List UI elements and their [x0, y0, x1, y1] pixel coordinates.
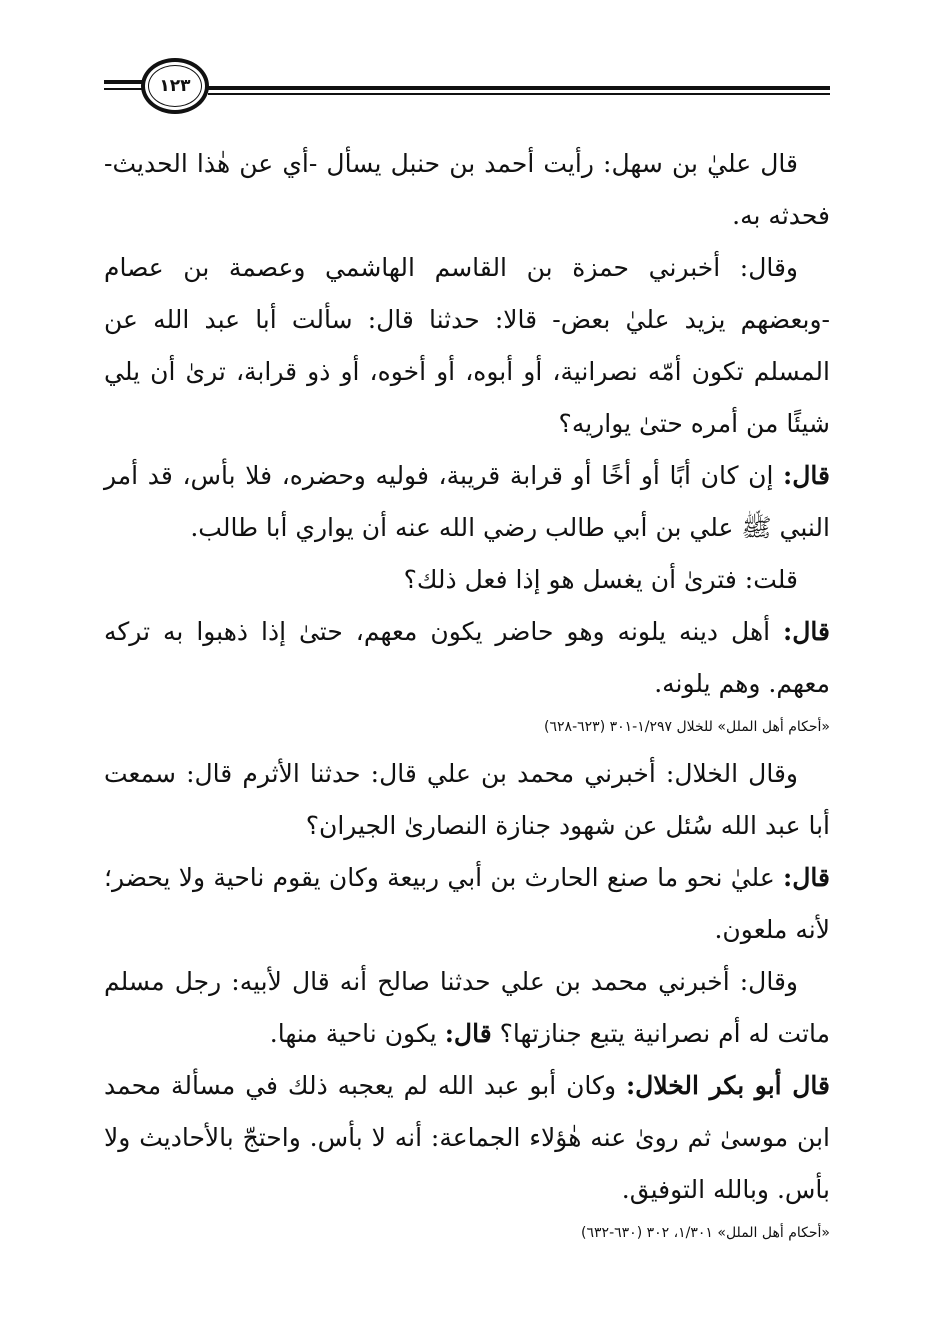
header-rule-left: [104, 80, 144, 84]
paragraph-6: وقال الخلال: أخبرني محمد بن علي قال: حدثنا الأثرم قال: سمعت أبا عبد الله سُئل عن شهود جنازة النصارىٰ الجيران؟: [104, 759, 830, 840]
answer-lead: قال:: [783, 863, 830, 892]
page-body: [104, 138, 830, 1254]
paragraph-1: قال عليٰ بن سهل: رأيت أحمد بن حنبل يسأل -أي عن هٰذا الحديث- فحدثه به.: [104, 149, 830, 230]
page-number: ١٢٣: [148, 65, 202, 107]
author-lead: قال أبو بكر الخلال:: [625, 1071, 831, 1100]
paragraph-9: قال أبو بكر الخلال: وكان أبو عبد الله لم يعجبه ذلك في مسألة محمد ابن موسىٰ ثم روىٰ عنه هٰؤلاء الجماعة: أنه لا بأس. واحتجّ بالأحاديث ولا بأس. وبالله التوفيق.: [104, 1071, 831, 1204]
source-reference-2: «أحكام أهل الملل» ١/٣٠١، ٣٠٢ (٦٣٠-٦٣٢): [581, 1225, 830, 1241]
paragraph-2: وقال: أخبرني حمزة بن القاسم الهاشمي وعصمة بن عصام -وبعضهم يزيد عليٰ بعض- قالا: حدثنا قال: سألت أبا عبد الله عن المسلم تكون أمّه نصرانية، أو أبوه، أو أخوه، أو ذو قرابة، ترىٰ أن يلي شيئًا من أمره حتىٰ يواريه؟: [104, 253, 830, 438]
header-rule-left-thin: [104, 88, 144, 90]
answer-lead: قال:: [783, 617, 830, 646]
header-rule-right: [208, 86, 830, 90]
page-number-badge: [141, 58, 209, 114]
answer-lead: قال:: [444, 1019, 492, 1048]
paragraph-4: قلت: فترىٰ أن يغسل هو إذا فعل ذلك؟: [403, 565, 798, 594]
paragraph-5: قال: أهل دينه يلونه وهو حاضر يكون معهم، حتىٰ إذا ذهبوا به تركه معهم. وهم يلونه.: [104, 617, 830, 698]
header-rule-right-thin: [208, 93, 830, 95]
answer-lead: قال:: [783, 461, 830, 490]
source-reference-1: «أحكام أهل الملل» للخلال ١/٢٩٧-٣٠١ (٦٢٣-٦٢٨): [544, 719, 830, 735]
paragraph-7: قال: عليٰ نحو ما صنع الحارث بن أبي ربيعة وكان يقوم ناحية ولا يحضر؛ لأنه ملعون.: [104, 863, 830, 944]
paragraph-3: قال: إن كان أبًا أو أخًا أو قرابة قريبة، فوليه وحضره، فلا بأس، قد أمر النبي ﷺ علي بن أبي طالب رضي الله عنه أن يواري أبا طالب.: [104, 461, 830, 542]
paragraph-8: وقال: أخبرني محمد بن علي حدثنا صالح أنه قال لأبيه: رجل مسلم ماتت له أم نصرانية يتبع جنازتها؟ قال: يكون ناحية منها.: [104, 967, 830, 1048]
